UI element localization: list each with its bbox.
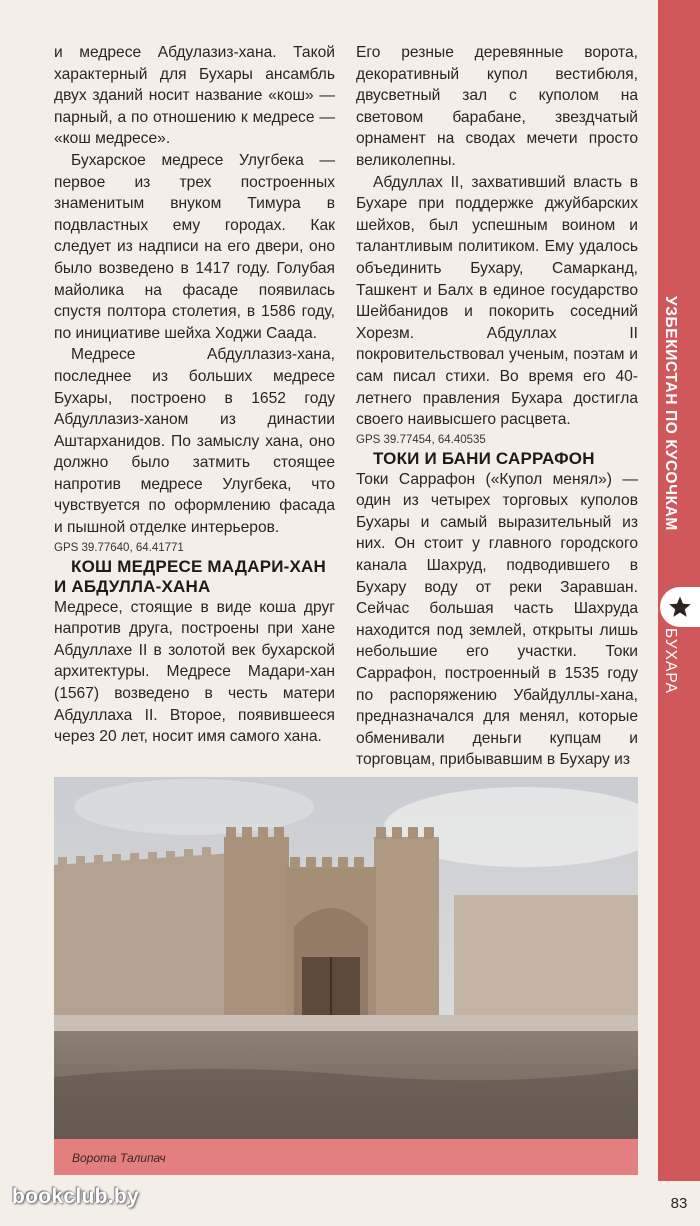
- photo-frame: [54, 777, 638, 1175]
- section-heading: ТОКИ И БАНИ САРРАФОН: [373, 448, 595, 468]
- paragraph: и медресе Абдулазиз-хана. Такой характерный для Бухары ансамбль двух зданий носит название «кош» — парный, а по отношению к медресе — «кош медресе».: [54, 44, 335, 148]
- paragraph: Абдуллах II, захвативший власть в Бухаре при поддержке джуйбарских шейхов, был успешным воином и талантливым политиком. Ему удалось объединить Бухару, Самарканд, Ташкент и Балх в единое государство Шейбанидов и покорить соседний Хорезм. Абдуллах II покровительствовал ученым, поэтам и сам писал стихи. Во время его 40-летнего правления Бухара достигла своего наивысшего расцвета.: [356, 173, 638, 429]
- paragraph: Токи Саррафон («Купол менял») — один из четырех торговых куполов Бухары и самый выразительный из них. Он стоит у главного городского канала Шахруд, подводившего в Бухару воду от реки Заравшан. Сейчас большая часть Шахруда находится под землей, открыты лишь небольшие его участки. Токи Саррафон, построенный в 1535 году по распоряжению Убайдуллы-хана, предназначался для менял, которые обменивали деньги купцам и торговцам, прибывавшим в Бухару из: [356, 470, 638, 769]
- paragraph: Бухарское медресе Улугбека — первое из трех построенных знаменитым внуком Тимура в подвластных ему городах. Как следует из надписи на его двери, оно было возведено в 1417 году. Голубая майолика на фасаде появилась спустя полтора столетия, в 1586 году, по инициативе шейха Ходжи Саада.: [54, 151, 335, 342]
- star-icon: [668, 595, 692, 619]
- paragraph: Медресе Абдуллазиз-хана, последнее из больших медресе Бухары, построено в 1652 году Абдуллазиз-ханом из династии Аштарханидов. По замыслу хана, оно должно было затмить стоящее напротив медресе Улугбека, что чувствуется по оформлению фасада и пышной отделке интерьеров.: [54, 346, 335, 537]
- photo-caption: Ворота Талипач: [72, 1151, 166, 1165]
- chapter-title: УЗБЕКИСТАН ПО КУСОЧКАМ: [662, 296, 679, 531]
- gps-coordinates: GPS 39.77640, 64.41771: [54, 541, 184, 554]
- paragraph: Медресе, стоящие в виде коша друг напротив друга, построены при хане Абдуллахе II в золотой век бухарской архитектуры. Медресе Мадари-хан (1567) возведено в честь матери Абдуллаха II. Второе, появившееся через 20 лет, носит имя самого хана.: [54, 598, 335, 746]
- left-column: [54, 42, 335, 748]
- gps-coordinates: GPS 39.77454, 64.40535: [356, 433, 486, 446]
- photo-talipach-gate: [54, 777, 638, 1139]
- paragraph: Его резные деревянные ворота, декоративный купол вестибюля, двусветный зал с куполом на световом барабане, звездчатый орнамент на сводах мечети просто великолепны.: [356, 44, 638, 169]
- watermark: bookclub.by: [12, 1185, 139, 1208]
- page-number: 83: [658, 1181, 700, 1226]
- section-heading: КОШ МЕДРЕСЕ МАДАРИ-ХАН И АБДУЛЛА-ХАНА: [54, 556, 327, 596]
- right-column: [356, 42, 638, 771]
- star-badge: [660, 587, 700, 627]
- section-label: БУХАРА: [662, 628, 679, 694]
